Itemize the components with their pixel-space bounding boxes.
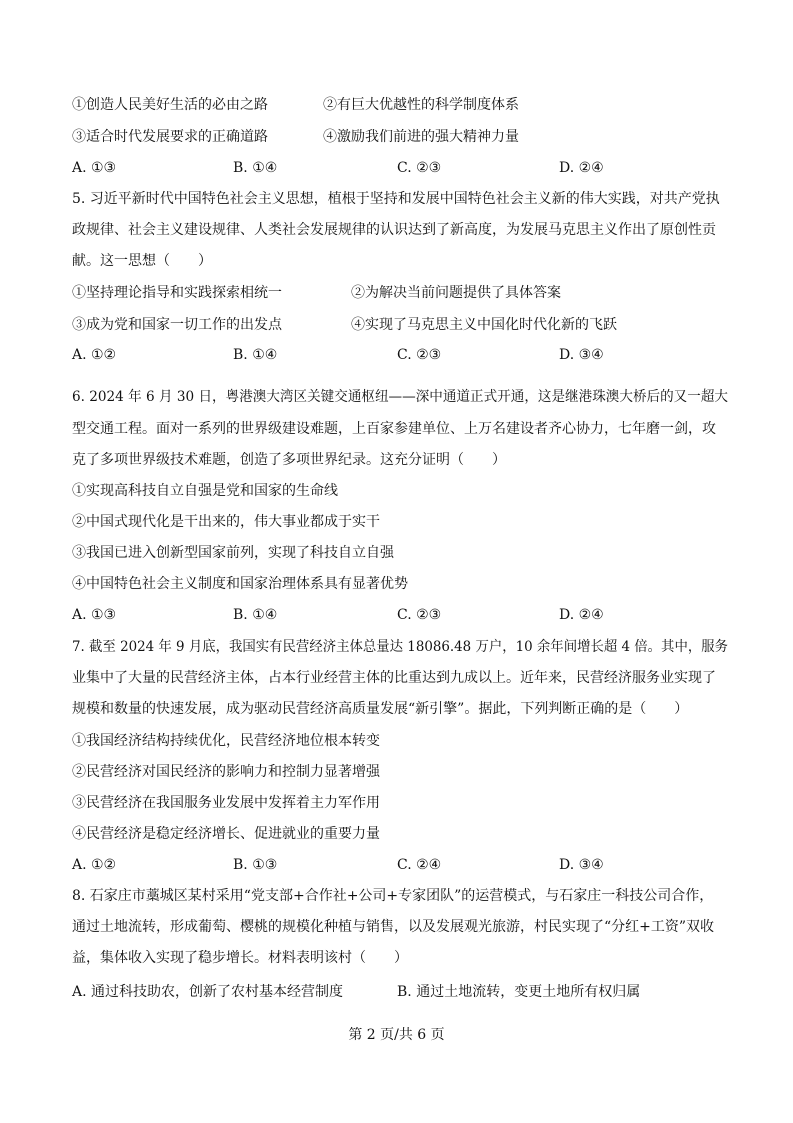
q5-option-b: B. ①④ [233,347,278,363]
q6-option-b: B. ①④ [233,607,278,623]
q7-statement-3: ③民营经济在我国服务业发展中发挥着主力军作用 [72,795,380,811]
q8-stem-line-1: 8. 石家庄市藁城区某村采用“党支部+合作社+公司+专家团队”的运营模式，与石家庄一科技公司合作， [72,888,714,904]
q6-statement-3: ③我国已进入创新型国家前列，实现了科技自立自强 [72,545,394,561]
q7-stem-line-3: 规模和数量的快速发展，成为驱动民营经济高质量发展“新引擎”。据此，下列判断正确的是（ ） [72,701,689,717]
q6-statement-2: ②中国式现代化是干出来的，伟大事业都成于实干 [72,514,380,530]
q5-statement-1: ①坚持理论指导和实践探索相统一 [72,285,282,301]
q7-option-c: C. ②④ [397,857,442,873]
page-footer: 第 2 页/共 6 页 [348,1027,445,1043]
q4-option-c: C. ②③ [397,160,442,176]
q6-option-c: C. ②③ [397,607,442,623]
q5-option-d: D. ③④ [559,347,604,363]
q6-option-d: D. ②④ [559,607,604,623]
q8-stem-line-2: 通过土地流转，形成葡萄、樱桃的规模化种植与销售，以及发展观光旅游，村民实现了“分红+工资”双收 [72,919,715,935]
q5-statement-2: ②为解决当前问题提供了具体答案 [351,285,561,301]
q8-option-b: B. 通过土地流转，变更土地所有权归属 [397,984,641,1000]
q4-statement-4: ④激励我们前进的强大精神力量 [323,129,519,145]
q5-stem-line-2: 政规律、社会主义建设规律、人类社会发展规律的认识达到了新高度，为发展马克思主义作出了原创性贡 [72,222,716,238]
q7-statement-4: ④民营经济是稳定经济增长、促进就业的重要力量 [72,826,380,842]
q6-statement-1: ①实现高科技自立自强是党和国家的生命线 [72,483,338,499]
q6-stem-line-2: 型交通工程。面对一系列的世界级建设难题，上百家参建单位、上万名建设者齐心协力，七年磨一剑，攻 [72,421,716,437]
q5-statement-3: ③成为党和国家一切工作的出发点 [72,317,282,333]
q6-option-a: A. ①③ [72,607,117,623]
q6-stem-line-3: 克了多项世界级技术难题，创造了多项世界纪录。这充分证明（ ） [72,452,506,468]
q4-option-a: A. ①③ [72,160,117,176]
q7-option-a: A. ①② [72,857,117,873]
q5-stem-line-1: 5. 习近平新时代中国特色社会主义思想，植根于坚持和发展中国特色社会主义新的伟大实践，对共产党执 [72,191,720,207]
q4-statement-2: ②有巨大优越性的科学制度体系 [323,97,519,113]
q6-stem-line-1: 6. 2024 年 6 月 30 日，粤港澳大湾区关键交通枢纽——深中通道正式开通，这是继港珠澳大桥后的又一超大 [72,389,728,405]
q5-stem-line-3: 献。这一思想（ ） [72,253,212,269]
q6-statement-4: ④中国特色社会主义制度和国家治理体系具有显著优势 [72,576,408,592]
q8-stem-line-3: 益，集体收入实现了稳步增长。材料表明该村（ ） [72,950,408,966]
q8-option-a: A. 通过科技助农，创新了农村基本经营制度 [72,984,344,1000]
q4-statement-3: ③适合时代发展要求的正确道路 [72,129,268,145]
q5-statement-4: ④实现了马克思主义中国化时代化新的飞跃 [351,317,617,333]
q7-statement-1: ①我国经济结构持续优化，民营经济地位根本转变 [72,733,380,749]
q5-option-a: A. ①② [72,347,117,363]
q7-stem-line-1: 7. 截至 2024 年 9 月底，我国实有民营经济主体总量达 18086.48 万户，10 余年间增长超 4 倍。其中，服务 [72,639,729,655]
q4-statement-1: ①创造人民美好生活的必由之路 [72,97,268,113]
q7-option-b: B. ①③ [233,857,278,873]
q7-stem-line-2: 业集中了大量的民营经济主体，占本行业经营主体的比重达到九成以上。近年来，民营经济服务业实现了 [72,670,716,686]
q4-option-b: B. ①④ [233,160,278,176]
q4-option-d: D. ②④ [559,160,604,176]
q5-option-c: C. ②③ [397,347,442,363]
q7-statement-2: ②民营经济对国民经济的影响力和控制力显著增强 [72,764,380,780]
q7-option-d: D. ③④ [559,857,604,873]
